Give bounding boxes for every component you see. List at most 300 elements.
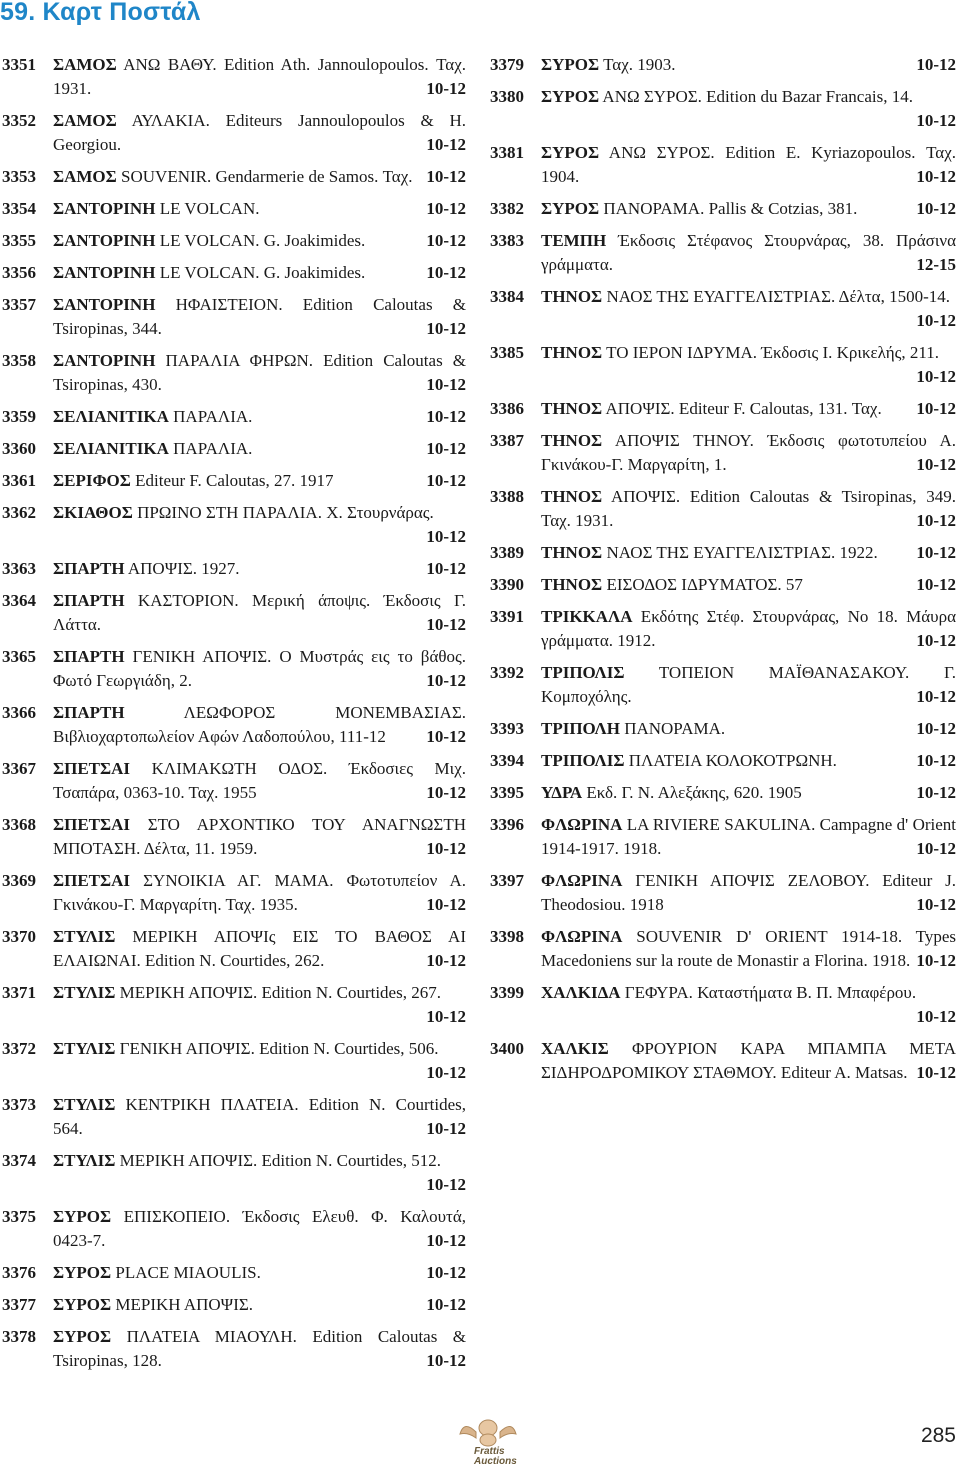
lot-entry	[490, 925, 956, 973]
lot-place-name: ΣΤΥΛΙΣ	[53, 1095, 116, 1114]
lot-estimate: 10-12	[426, 231, 466, 250]
lot-estimate: 10-12	[916, 631, 956, 650]
lot-description	[53, 813, 466, 861]
lot-description	[541, 749, 956, 773]
lot-details: SOUVENIR D' ORIENT 1914-18. Types Macedoniens sur la route de Monastir a Florina. 1918.	[541, 927, 956, 970]
cherub-logo-icon	[448, 1410, 528, 1466]
lot-details: ΠΑΡΑΛΙΑ.	[168, 407, 253, 426]
lot-place-name: ΤΗΝΟΣ	[541, 399, 603, 418]
lot-entry	[490, 141, 956, 189]
lot-entry	[490, 781, 956, 805]
lot-details: LE VOLCAN.	[155, 199, 260, 218]
lot-place-name: ΣΕΡΙΦΟΣ	[53, 471, 131, 490]
lot-details: ΠΑΡΑΛΙΑ.	[168, 439, 253, 458]
lot-place-name: ΣΑΝΤΟΡΙΝΗ	[53, 351, 156, 370]
lot-number: 3389	[490, 543, 524, 562]
lot-entry	[2, 869, 466, 917]
lot-estimate: 10-12	[916, 367, 956, 386]
lot-estimate: 10-12	[916, 543, 956, 562]
lot-estimate: 10-12	[426, 559, 466, 578]
lot-details: Editeur F. Caloutas, 27. 1917	[130, 471, 334, 490]
lot-place-name: ΦΛΩΡΙΝΑ	[541, 871, 623, 890]
lot-estimate: 10-12	[426, 79, 466, 98]
lot-description	[541, 1037, 956, 1085]
lot-place-name: ΧΑΛΚΙΔΑ	[541, 983, 621, 1002]
lot-entry	[490, 605, 956, 653]
lot-entry	[2, 557, 466, 581]
lot-entry	[2, 53, 466, 101]
lot-details: ΣΥΝΟΙΚΙΑ ΑΓ. ΜΑΜΑ. Φωτοτυπείον Α. Γκινάκου-Γ. Μαργαρίτη. Ταχ. 1935.	[53, 871, 466, 914]
lot-place-name: ΣΑΝΤΟΡΙΝΗ	[53, 263, 156, 282]
lot-number: 3354	[2, 199, 36, 218]
lot-details: PLACE MIAOULIS.	[111, 1263, 261, 1282]
lot-description	[53, 981, 466, 1029]
lot-number: 3380	[490, 87, 524, 106]
lot-place-name: ΤΕΜΠΗ	[541, 231, 607, 250]
lot-place-name: ΤΡΙΠΟΛΙΣ	[541, 663, 625, 682]
lot-estimate: 10-12	[426, 951, 466, 970]
lot-number: 3385	[490, 343, 524, 362]
lot-number: 3361	[2, 471, 36, 490]
lot-entry	[490, 485, 956, 533]
lot-number: 3395	[490, 783, 524, 802]
lot-place-name: ΣΠΕΤΣΑΙ	[53, 815, 131, 834]
lot-entry	[2, 261, 466, 285]
lot-estimate: 10-12	[426, 135, 466, 154]
lot-number: 3398	[490, 927, 524, 946]
lot-number: 3376	[2, 1263, 36, 1282]
lot-estimate: 10-12	[426, 439, 466, 458]
lot-entry	[490, 285, 956, 333]
lot-description	[541, 85, 956, 133]
lot-number: 3374	[2, 1151, 36, 1170]
lot-details: ΗΦΑΙΣΤΕΙΟΝ. Edition Caloutas & Tsiropinas, 344.	[53, 295, 466, 338]
lot-column-left	[2, 53, 466, 1381]
lot-description	[53, 869, 466, 917]
lot-place-name: ΤΗΝΟΣ	[541, 487, 603, 506]
lot-description	[541, 813, 956, 861]
lot-description	[53, 469, 466, 493]
lot-entry	[2, 1149, 466, 1197]
lot-number: 3351	[2, 55, 36, 74]
lot-entry	[2, 981, 466, 1029]
lot-number: 3391	[490, 607, 524, 626]
lot-place-name: ΤΗΝΟΣ	[541, 575, 603, 594]
lot-estimate: 10-12	[916, 895, 956, 914]
lot-details: ΠΑΡΑΛΙΑ ΦΗΡΩΝ. Edition Caloutas & Tsiropinas, 430.	[53, 351, 466, 394]
lot-estimate: 10-12	[426, 1295, 466, 1314]
lot-entry	[490, 541, 956, 565]
lot-description	[541, 573, 956, 597]
lot-description	[541, 397, 956, 421]
lot-place-name: ΥΔΡΑ	[541, 783, 583, 802]
lot-place-name: ΣΚΙΑΘΟΣ	[53, 503, 133, 522]
lot-entry	[2, 229, 466, 253]
lot-description	[53, 1149, 466, 1197]
lot-estimate: 10-12	[916, 167, 956, 186]
lot-details: ΑΠΟΨΙΣ ΤΗΝΟΥ. Έκδοσις φωτοτυπείου Α. Γκινάκου-Γ. Μαργαρίτη, 1.	[541, 431, 956, 474]
lot-place-name: ΣΥΡΟΣ	[53, 1327, 112, 1346]
lot-details: ΦΡΟΥΡΙΟΝ ΚΑΡΑ ΜΠΑΜΠΑ ΜΕΤΑ ΣΙΔΗΡΟΔΡΟΜΙΚΟΥ ΣΤΑΘΜΟΥ. Editeur A. Matsas.	[541, 1039, 956, 1082]
lot-description	[53, 165, 466, 189]
lot-description	[541, 541, 956, 565]
lot-details: ΑΝΩ ΣΥΡΟΣ. Edition du Bazar Francais, 14.	[599, 87, 913, 106]
lot-place-name: ΣΥΡΟΣ	[541, 87, 600, 106]
lot-number: 3388	[490, 487, 524, 506]
lot-estimate: 10-12	[426, 263, 466, 282]
lot-entry	[490, 229, 956, 277]
lot-number: 3362	[2, 503, 36, 522]
lot-place-name: ΤΗΝΟΣ	[541, 543, 603, 562]
lot-place-name: ΣΑΝΤΟΡΙΝΗ	[53, 295, 156, 314]
lot-entry	[490, 1037, 956, 1085]
lot-place-name: ΣΥΡΟΣ	[53, 1295, 112, 1314]
lot-details: Έκδοσις Στέφανος Στουρνάρας, 38. Πράσινα γράμματα.	[541, 231, 956, 274]
lot-description	[53, 1205, 466, 1253]
lot-place-name: ΣΤΥΛΙΣ	[53, 1151, 116, 1170]
lot-details: ΚΕΝΤΡΙΚΗ ΠΛΑΤΕΙΑ. Edition N. Courtides, 564.	[53, 1095, 466, 1138]
lot-estimate: 10-12	[916, 199, 956, 218]
lot-details: ΤΟΠΕΙΟΝ ΜΑΪΘΑΝΑΣΑΚΟΥ. Γ. Κομποχόλης.	[541, 663, 956, 706]
lot-entry	[2, 1293, 466, 1317]
lot-estimate: 10-12	[916, 111, 956, 130]
lot-entry	[2, 1261, 466, 1285]
lot-estimate: 10-12	[916, 455, 956, 474]
lot-entry	[2, 1205, 466, 1253]
lot-details: LA RIVIERE SAKULINA. Campagne d' Orient 1914-1917. 1918.	[541, 815, 956, 858]
lot-estimate: 10-12	[426, 527, 466, 546]
lot-place-name: ΣΠΑΡΤΗ	[53, 559, 125, 578]
lot-estimate: 10-12	[426, 407, 466, 426]
lot-place-name: ΣΕΛΙΑΝΙΤΙΚΑ	[53, 407, 169, 426]
lot-estimate: 10-12	[426, 839, 466, 858]
lot-details: ΚΑΣΤΟΡΙΟΝ. Μερική άποψις. Έκδοσις Γ. Λάττα.	[53, 591, 466, 634]
lot-number: 3392	[490, 663, 524, 682]
lot-estimate: 10-12	[916, 311, 956, 330]
lot-entry	[490, 661, 956, 709]
lot-description	[53, 197, 466, 221]
lot-description	[53, 293, 466, 341]
lot-number: 3399	[490, 983, 524, 1002]
lot-details: ΕΙΣΟΔΟΣ ΙΔΡΥΜΑΤΟΣ. 57	[602, 575, 803, 594]
lot-description	[541, 197, 956, 221]
lot-number: 3372	[2, 1039, 36, 1058]
lot-estimate: 10-12	[916, 719, 956, 738]
lot-place-name: ΣΑΜΟΣ	[53, 111, 117, 130]
lot-estimate: 10-12	[426, 1007, 466, 1026]
lot-description	[541, 981, 956, 1029]
lot-estimate: 10-12	[916, 839, 956, 858]
lot-details: ΚΛΙΜΑΚΩΤΗ ΟΔΟΣ. Έκδοσιες Μιχ. Τσαπάρα, 0363-10. Ταχ. 1955	[53, 759, 466, 802]
lot-entry	[2, 813, 466, 861]
lot-entry	[2, 197, 466, 221]
lot-details: ΠΑΝΟΡΑΜΑ. Pallis & Cotzias, 381.	[599, 199, 858, 218]
lot-estimate: 10-12	[426, 895, 466, 914]
lot-entry	[2, 165, 466, 189]
lot-number: 3393	[490, 719, 524, 738]
lot-number: 3355	[2, 231, 36, 250]
lot-place-name: ΣΥΡΟΣ	[541, 55, 600, 74]
lot-details: ΠΑΝΟΡΑΜΑ.	[619, 719, 726, 738]
lot-description	[53, 589, 466, 637]
lot-estimate: 10-12	[426, 1119, 466, 1138]
lot-entry	[2, 109, 466, 157]
lot-details: ΓΕΝΙΚΗ ΑΠΟΨΙΣ. Ο Μυστράς εις το βάθος. Φωτό Γεωργιάδη, 2.	[53, 647, 466, 690]
lot-place-name: ΣΤΥΛΙΣ	[53, 983, 116, 1002]
lot-entry	[490, 341, 956, 389]
lot-number: 3357	[2, 295, 36, 314]
lot-number: 3390	[490, 575, 524, 594]
lot-entry	[490, 869, 956, 917]
lot-number: 3371	[2, 983, 36, 1002]
lot-details: ΑΠΟΨΙΣ. 1927.	[124, 559, 240, 578]
lot-description	[541, 229, 956, 277]
lot-number: 3378	[2, 1327, 36, 1346]
lot-estimate: 10-12	[426, 375, 466, 394]
lot-place-name: ΤΡΙΠΟΛΙΣ	[541, 751, 625, 770]
lot-number: 3396	[490, 815, 524, 834]
lot-place-name: ΣΑΜΟΣ	[53, 167, 117, 186]
lot-description	[541, 717, 956, 741]
lot-estimate: 10-12	[426, 1351, 466, 1370]
lot-place-name: ΣΠΑΡΤΗ	[53, 703, 125, 722]
lot-place-name: ΣΤΥΛΙΣ	[53, 927, 116, 946]
lot-description	[541, 661, 956, 709]
lot-place-name: ΤΡΙΚΚΑΛΑ	[541, 607, 633, 626]
lot-number: 3356	[2, 263, 36, 282]
lot-details: LE VOLCAN. G. Joakimides.	[155, 231, 366, 250]
lot-place-name: ΣΥΡΟΣ	[541, 143, 600, 162]
lot-number: 3373	[2, 1095, 36, 1114]
lot-place-name: ΦΛΩΡΙΝΑ	[541, 815, 623, 834]
lot-estimate: 10-12	[916, 1063, 956, 1082]
lot-entry	[490, 981, 956, 1029]
lot-details: ΠΛΑΤΕΙΑ ΚΟΛΟΚΟΤΡΩΝΗ.	[624, 751, 837, 770]
lot-number: 3363	[2, 559, 36, 578]
lot-details: ΕΠΙΣΚΟΠΕΙΟ. Έκδοσις Ελευθ. Φ. Καλουτά, 0423-7.	[53, 1207, 466, 1250]
lot-details: ΓΕΝΙΚΗ ΑΠΟΨΙΣ. Edition N. Courtides, 506.	[115, 1039, 439, 1058]
lot-estimate: 10-12	[426, 167, 466, 186]
lot-description	[53, 701, 466, 749]
lot-estimate: 10-12	[916, 1007, 956, 1026]
lot-place-name: ΣΠΑΡΤΗ	[53, 647, 125, 666]
lot-description	[541, 485, 956, 533]
lot-number: 3384	[490, 287, 524, 306]
lot-details: Εκδ. Γ. Ν. Αλεξάκης, 620. 1905	[582, 783, 802, 802]
lot-place-name: ΤΗΝΟΣ	[541, 431, 603, 450]
lot-entry	[2, 405, 466, 429]
lot-estimate: 10-12	[916, 575, 956, 594]
lot-description	[53, 1325, 466, 1373]
lot-entry	[2, 349, 466, 397]
lot-number: 3394	[490, 751, 524, 770]
lot-entry	[490, 813, 956, 861]
lot-description	[53, 261, 466, 285]
lot-description	[53, 1037, 466, 1085]
lot-estimate: 10-12	[426, 1263, 466, 1282]
lot-description	[53, 229, 466, 253]
page-number: 285	[920, 1424, 956, 1447]
lot-description	[53, 757, 466, 805]
lot-details: Εκδότης Στέφ. Στουρνάρας, Νο 18. Μάυρα γράμματα. 1912.	[541, 607, 956, 650]
lot-entry	[490, 53, 956, 77]
lot-entry	[2, 757, 466, 805]
lot-entry	[2, 701, 466, 749]
lot-details: ΠΛΑΤΕΙΑ ΜΙΑΟΥΛΗ. Edition Caloutas & Tsiropinas, 128.	[53, 1327, 466, 1370]
lot-place-name: ΦΛΩΡΙΝΑ	[541, 927, 623, 946]
lot-estimate: 10-12	[426, 727, 466, 746]
lot-estimate: 10-12	[916, 55, 956, 74]
lot-details: ΜΕΡΙΚΗ ΑΠΟΨΙΣ. Edition N. Courtides, 512.	[115, 1151, 441, 1170]
lot-number: 3358	[2, 351, 36, 370]
lot-place-name: ΣΠΕΤΣΑΙ	[53, 759, 131, 778]
lot-entry	[490, 397, 956, 421]
lot-number: 3360	[2, 439, 36, 458]
lot-description	[541, 141, 956, 189]
lot-number: 3375	[2, 1207, 36, 1226]
lot-description	[53, 437, 466, 461]
lot-description	[53, 1293, 466, 1317]
lot-estimate: 10-12	[426, 1175, 466, 1194]
lot-details: ΝΑΟΣ ΤΗΣ ΕΥΑΓΓΕΛΙΣΤΡΙΑΣ. Δέλτα, 1500-14.	[602, 287, 950, 306]
lot-place-name: ΣΠΕΤΣΑΙ	[53, 871, 131, 890]
lot-estimate: 12-15	[916, 255, 956, 274]
lot-entry	[490, 85, 956, 133]
lot-place-name: ΤΗΝΟΣ	[541, 287, 603, 306]
lot-place-name: ΣΠΑΡΤΗ	[53, 591, 125, 610]
lot-details: ΓΕΦΥΡΑ. Καταστήματα Β. Π. Μπαφέρου.	[620, 983, 917, 1002]
lot-description	[541, 341, 956, 389]
lot-estimate: 10-12	[916, 687, 956, 706]
logo-line-1: Frattis	[474, 1446, 505, 1457]
lot-number: 3379	[490, 55, 524, 74]
lot-estimate: 10-12	[426, 1231, 466, 1250]
lot-details: Ταχ. 1903.	[599, 55, 676, 74]
lot-entry	[490, 429, 956, 477]
section-title: 59. Καρτ Ποστάλ	[0, 0, 201, 26]
lot-estimate: 10-12	[426, 671, 466, 690]
lot-estimate: 10-12	[916, 751, 956, 770]
lot-place-name: ΤΡΙΠΟΛΗ	[541, 719, 620, 738]
lot-entry	[2, 645, 466, 693]
lot-entry	[2, 469, 466, 493]
lot-place-name: ΣΑΜΟΣ	[53, 55, 117, 74]
lot-estimate: 10-12	[916, 783, 956, 802]
lot-estimate: 10-12	[426, 615, 466, 634]
lot-details: ΛΕΩΦΟΡΟΣ ΜΟΝΕΜΒΑΣΙΑΣ. Βιβλιοχαρτοπωλείον Αφών Λαδοπούλου, 111-12	[53, 703, 466, 746]
lot-number: 3381	[490, 143, 524, 162]
lot-details: ΜΕΡΙΚΗ ΑΠΟΨΙΣ.	[111, 1295, 254, 1314]
lot-description	[53, 349, 466, 397]
lot-description	[541, 869, 956, 917]
lot-place-name: ΣΤΥΛΙΣ	[53, 1039, 116, 1058]
lot-estimate: 10-12	[426, 319, 466, 338]
lot-details: ΜΕΡΙΚΗ ΑΠΟΨΙΣ. Edition N. Courtides, 267.	[115, 983, 441, 1002]
lot-description	[541, 429, 956, 477]
logo-line-2: Auctions	[474, 1456, 517, 1466]
lot-entry	[490, 749, 956, 773]
lot-place-name: ΣΥΡΟΣ	[53, 1263, 112, 1282]
lot-estimate: 10-12	[426, 1063, 466, 1082]
lot-details: ΠΡΩΙΝΟ ΣΤΗ ΠΑΡΑΛΙΑ. Χ. Στουρνάρας.	[132, 503, 434, 522]
lot-estimate: 10-12	[426, 471, 466, 490]
lot-details: ΓΕΝΙΚΗ ΑΠΟΨΙΣ ΖΕΛΟΒΟΥ. Editeur J. Theodosiou. 1918	[541, 871, 956, 914]
lot-number: 3387	[490, 431, 524, 450]
lot-place-name: ΣΥΡΟΣ	[53, 1207, 112, 1226]
lot-entry	[2, 925, 466, 973]
lot-description	[541, 53, 956, 77]
lot-description	[541, 781, 956, 805]
lot-description	[53, 405, 466, 429]
lot-details: ΜΕΡΙΚΗ ΑΠΟΨΙς ΕΙΣ ΤΟ ΒΑΘΟΣ ΑΙ ΕΛΑΙΩΝΑΙ. Edition N. Courtides, 262.	[53, 927, 466, 970]
lot-details: ΣΤΟ ΑΡΧΟΝΤΙΚΟ ΤΟΥ ΑΝΑΓΝΩΣΤΗ ΜΠΟΤΑΣΗ. Δέλτα, 11. 1959.	[53, 815, 466, 858]
lot-description	[53, 109, 466, 157]
lot-entry	[490, 717, 956, 741]
lot-place-name: ΤΗΝΟΣ	[541, 343, 603, 362]
lot-description	[53, 557, 466, 581]
lot-description	[541, 605, 956, 653]
lot-estimate: 10-12	[916, 951, 956, 970]
lot-description	[53, 501, 466, 549]
lot-estimate: 10-12	[426, 783, 466, 802]
lot-number: 3369	[2, 871, 36, 890]
lot-details: ΑΠΟΨΙΣ. Edition Caloutas & Tsiropinas, 349. Ταχ. 1931.	[541, 487, 956, 530]
lot-entry	[490, 573, 956, 597]
lot-place-name: ΣΕΛΙΑΝΙΤΙΚΑ	[53, 439, 169, 458]
lot-details: ΑΠΟΨΙΣ. Editeur F. Caloutas, 131. Ταχ.	[602, 399, 882, 418]
lot-description	[53, 53, 466, 101]
lot-details: LE VOLCAN. G. Joakimides.	[155, 263, 366, 282]
lot-estimate: 10-12	[426, 199, 466, 218]
lot-entry	[2, 1093, 466, 1141]
lot-entry	[2, 437, 466, 461]
lot-entry	[2, 589, 466, 637]
lot-entry	[2, 1325, 466, 1373]
lot-place-name: ΣΑΝΤΟΡΙΝΗ	[53, 231, 156, 250]
lot-description	[541, 925, 956, 973]
lot-details: ΑΝΩ ΣΥΡΟΣ. Edition E. Kyriazopoulos. Ταχ. 1904.	[541, 143, 956, 186]
lot-description	[541, 285, 956, 333]
lot-description	[53, 1261, 466, 1285]
lot-number: 3359	[2, 407, 36, 426]
lot-details: ΝΑΟΣ ΤΗΣ ΕΥΑΓΓΕΛΙΣΤΡΙΑΣ. 1922.	[602, 543, 878, 562]
lot-entry	[490, 197, 956, 221]
lot-number: 3353	[2, 167, 36, 186]
lot-estimate: 10-12	[916, 399, 956, 418]
lot-number: 3377	[2, 1295, 36, 1314]
lot-number: 3370	[2, 927, 36, 946]
lot-place-name: ΣΥΡΟΣ	[541, 199, 600, 218]
lot-number: 3366	[2, 703, 36, 722]
lot-details: ΑΥΛΑΚΙΑ. Editeurs Jannoulopoulos & H. Georgiou.	[53, 111, 466, 154]
lot-number: 3382	[490, 199, 524, 218]
lot-number: 3367	[2, 759, 36, 778]
lot-details: ΑΝΩ ΒΑΘΥ. Edition Ath. Jannoulopoulos. Ταχ. 1931.	[53, 55, 466, 98]
lot-description	[53, 925, 466, 973]
lot-details: SOUVENIR. Gendarmerie de Samos. Ταχ.	[116, 167, 413, 186]
lot-number: 3400	[490, 1039, 524, 1058]
lot-entry	[2, 293, 466, 341]
lot-number: 3364	[2, 591, 36, 610]
lot-place-name: ΣΑΝΤΟΡΙΝΗ	[53, 199, 156, 218]
lot-entry	[2, 501, 466, 549]
lot-description	[53, 645, 466, 693]
lot-number: 3397	[490, 871, 524, 890]
frattis-auctions-logo	[448, 1410, 528, 1466]
lot-number: 3352	[2, 111, 36, 130]
lot-column-right	[490, 53, 956, 1093]
lot-details: ΤΟ ΙΕΡΟΝ ΙΔΡΥΜΑ. Έκδοσις Ι. Κρικελής, 211.	[602, 343, 940, 362]
